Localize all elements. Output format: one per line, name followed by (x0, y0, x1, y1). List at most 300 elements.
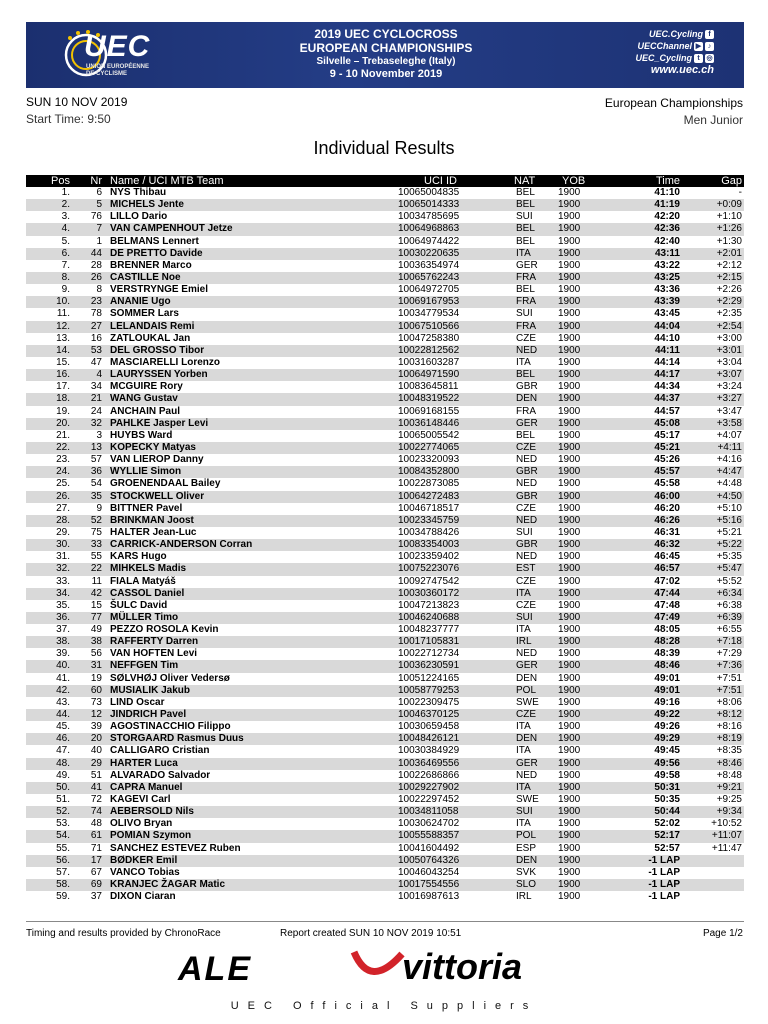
cell-gap: +5:35 (716, 551, 742, 563)
cell-time: 45:58 (654, 478, 680, 490)
table-row (26, 891, 744, 903)
cell-pos: 45. (56, 721, 70, 733)
cell-time: 42:40 (654, 235, 680, 247)
table-row (26, 563, 744, 575)
cell-gap: +2:54 (716, 320, 742, 332)
cell-pos: 39. (56, 648, 70, 660)
cell-yob: 1900 (558, 271, 581, 283)
cell-name: CASTILLE Noe (110, 271, 181, 283)
cell-time: 52:57 (654, 842, 680, 854)
cell-name: ZATLOUKAL Jan (110, 332, 191, 344)
cell-pos: 16. (56, 369, 70, 381)
cell-yob: 1900 (558, 636, 581, 648)
cell-gap: +1:10 (716, 211, 742, 223)
cell-pos: 12. (56, 320, 70, 332)
tiktok-icon: ♪ (705, 42, 714, 51)
cell-gap: +5:52 (716, 575, 742, 587)
cell-nat: FRA (516, 271, 536, 283)
vittoria-wordmark: vittoria (402, 946, 523, 987)
social-facebook[interactable] (574, 28, 714, 40)
cell-yob: 1900 (558, 356, 581, 368)
cell-time: 48:28 (654, 636, 680, 648)
cell-uci: 10047258380 (398, 332, 460, 344)
cell-name: DE PRETTO Davide (110, 247, 203, 259)
cell-nat: SUI (516, 611, 533, 623)
cell-time: 46:45 (654, 551, 680, 563)
cell-uci: 10064972705 (398, 284, 460, 296)
cell-name: NYS Thibau (110, 187, 167, 198)
cell-nr: 17 (90, 854, 102, 866)
cell-nat: ITA (516, 356, 531, 368)
cell-yob: 1900 (558, 526, 581, 538)
cell-nr: 5 (96, 199, 102, 211)
cell-yob: 1900 (558, 684, 581, 696)
cell-gap: +1:30 (716, 235, 742, 247)
cell-uci: 10046240688 (398, 611, 460, 623)
cell-yob: 1900 (558, 514, 581, 526)
cell-nat: FRA (516, 405, 536, 417)
cell-nat: CZE (516, 502, 536, 514)
col-gap: Gap (721, 175, 742, 187)
cell-pos: 23. (56, 454, 70, 466)
category: Men Junior (683, 113, 743, 127)
cell-uci: 10065005542 (398, 429, 460, 441)
cell-pos: 21. (56, 429, 70, 441)
social-youtube[interactable] (574, 40, 714, 52)
cell-uci: 10067510566 (398, 320, 460, 332)
cell-pos: 50. (56, 781, 70, 793)
cell-time: 44:11 (654, 344, 680, 356)
cell-name: BITTNER Pavel (110, 502, 183, 514)
cell-name: SOMMER Lars (110, 308, 179, 320)
table-row (26, 454, 744, 466)
table-row (26, 612, 744, 624)
cell-nat: SUI (516, 806, 533, 818)
social-twitter[interactable] (574, 52, 714, 64)
cell-uci: 10022297452 (398, 794, 460, 806)
cell-name: LELANDAIS Remi (110, 320, 195, 332)
cell-uci: 10034788426 (398, 526, 460, 538)
cell-yob: 1900 (558, 830, 581, 842)
cell-yob: 1900 (558, 296, 581, 308)
cell-nat: BEL (516, 235, 535, 247)
cell-nr: 60 (90, 684, 102, 696)
table-row (26, 199, 744, 211)
cell-nr: 33 (90, 539, 102, 551)
cell-nr: 44 (90, 247, 102, 259)
cell-gap: +9:34 (716, 806, 742, 818)
cell-pos: 43. (56, 696, 70, 708)
cell-time: 46:26 (654, 514, 680, 526)
cell-nr: 55 (90, 551, 102, 563)
cell-uci: 10064968863 (398, 223, 460, 235)
cell-name: HARTER Luca (110, 757, 178, 769)
table-row (26, 624, 744, 636)
cell-yob: 1900 (558, 611, 581, 623)
cell-yob: 1900 (558, 332, 581, 344)
cell-time: 46:31 (654, 526, 680, 538)
cell-nr: 20 (90, 733, 102, 745)
cell-pos: 26. (56, 490, 70, 502)
cell-nat: SUI (516, 308, 533, 320)
cell-gap: +6:39 (716, 611, 742, 623)
table-row (26, 673, 744, 685)
cell-nr: 28 (90, 259, 102, 271)
cell-uci: 10016987613 (398, 891, 460, 903)
cell-yob: 1900 (558, 781, 581, 793)
cell-nat: ESP (516, 842, 537, 854)
cell-nr: 12 (90, 709, 102, 721)
cell-uci: 10050764326 (398, 854, 460, 866)
table-row (26, 806, 744, 818)
cell-uci: 10022309475 (398, 696, 460, 708)
cell-nr: 8 (96, 284, 102, 296)
cell-time: 43:45 (654, 308, 680, 320)
cell-time: 49:58 (654, 769, 680, 781)
cell-time: 49:29 (654, 733, 680, 745)
social-twitter-label: UEC_Cycling (635, 53, 692, 63)
cell-uci: 10046043254 (398, 866, 460, 878)
cell-gap: +4:47 (716, 466, 742, 478)
cell-yob: 1900 (558, 199, 581, 211)
cell-nr: 26 (90, 271, 102, 283)
cell-yob: 1900 (558, 599, 581, 611)
cell-time: 50:35 (654, 794, 680, 806)
cell-yob: 1900 (558, 757, 581, 769)
table-row (26, 478, 744, 490)
cell-name: CALLIGARO Cristian (110, 745, 210, 757)
cell-nr: 57 (90, 454, 102, 466)
cell-time: 49:01 (654, 672, 680, 684)
cell-nat: ITA (516, 781, 531, 793)
cell-name: PEZZO ROSOLA Kevin (110, 624, 219, 636)
col-yob: YOB (562, 175, 586, 187)
cell-time: 52:17 (654, 830, 680, 842)
cell-yob: 1900 (558, 478, 581, 490)
cell-name: CARRICK-ANDERSON Corran (110, 539, 253, 551)
cell-gap: +5:22 (716, 539, 742, 551)
cell-nr: 24 (90, 405, 102, 417)
cell-time: 47:49 (654, 611, 680, 623)
cell-time: 45:08 (654, 417, 680, 429)
cell-nat: DEN (516, 393, 538, 405)
cell-gap: +4:11 (717, 441, 742, 453)
cell-gap: +8:16 (716, 721, 742, 733)
cell-yob: 1900 (558, 624, 581, 636)
table-body (26, 187, 744, 903)
cell-nr: 34 (90, 381, 102, 393)
cell-time: -1 LAP (648, 854, 680, 866)
table-row (26, 491, 744, 503)
cell-uci: 10055588357 (398, 830, 460, 842)
cell-pos: 44. (56, 709, 70, 721)
cell-pos: 32. (56, 563, 70, 575)
table-row (26, 733, 744, 745)
cell-nr: 76 (90, 211, 102, 223)
cell-name: LILLO Dario (110, 211, 168, 223)
cell-uci: 10041604492 (398, 842, 460, 854)
cell-uci: 10036230591 (398, 660, 460, 672)
cell-nr: 29 (90, 757, 102, 769)
cell-nat: SLO (516, 879, 537, 891)
cell-nat: CZE (516, 599, 536, 611)
cell-gap: +4:16 (716, 454, 742, 466)
cell-name: LIND Oscar (110, 696, 165, 708)
cell-nr: 47 (90, 356, 102, 368)
table-row (26, 709, 744, 721)
cell-yob: 1900 (558, 696, 581, 708)
banner-title (236, 27, 536, 81)
cell-uci: 10034811058 (398, 806, 459, 818)
cell-yob: 1900 (558, 320, 581, 332)
cell-pos: 6. (61, 247, 70, 259)
table-row (26, 855, 744, 867)
cell-yob: 1900 (558, 502, 581, 514)
cell-pos: 17. (56, 381, 70, 393)
cell-nat: ITA (516, 587, 531, 599)
cell-nr: 48 (90, 818, 102, 830)
cell-pos: 19. (56, 405, 70, 417)
cell-time: 44:17 (654, 369, 680, 381)
cell-name: MÜLLER Timo (110, 611, 179, 623)
cell-name: VAN CAMPENHOUT Jetze (110, 223, 233, 235)
cell-name: SØLVHØJ Oliver Vedersø (110, 672, 230, 684)
official-suppliers: UEC Official Suppliers (230, 1000, 538, 1012)
cell-uci: 10030384929 (398, 745, 460, 757)
cell-yob: 1900 (558, 369, 581, 381)
cell-gap: +1:26 (716, 223, 742, 235)
cell-uci: 10030220635 (398, 247, 460, 259)
cell-pos: 33. (56, 575, 70, 587)
table-row (26, 430, 744, 442)
cell-yob: 1900 (558, 672, 581, 684)
cell-uci: 10030659458 (398, 721, 460, 733)
cell-nat: GER (516, 417, 538, 429)
cell-gap: +8:19 (716, 733, 742, 745)
table-row (26, 697, 744, 709)
cell-time: 46:20 (654, 502, 680, 514)
cell-nr: 37 (90, 891, 102, 903)
cell-time: 44:10 (654, 332, 680, 344)
cell-yob: 1900 (558, 405, 581, 417)
cell-pos: 14. (56, 344, 70, 356)
cell-time: 41:19 (654, 199, 680, 211)
cell-uci: 10023320093 (398, 454, 460, 466)
cell-name: CAPRA Manuel (110, 781, 183, 793)
cell-yob: 1900 (558, 563, 581, 575)
cell-uci: 10047213823 (398, 599, 460, 611)
cell-name: KARS Hugo (110, 551, 167, 563)
logo-word: UEC (84, 30, 151, 63)
cell-gap: +7:18 (716, 636, 742, 648)
cell-name: MICHELS Jente (110, 199, 184, 211)
cell-name: WYLLIE Simon (110, 466, 182, 478)
cell-gap: +7:36 (716, 660, 742, 672)
event-name: European Championships (604, 96, 743, 110)
cell-gap: +3:47 (716, 405, 742, 417)
cell-gap: +3:24 (716, 381, 742, 393)
cell-uci: 10036354974 (398, 259, 460, 271)
cell-uci: 10075223076 (398, 563, 460, 575)
cell-nat: DEN (516, 733, 538, 745)
cell-time: 46:32 (654, 539, 680, 551)
table-row (26, 745, 744, 757)
cell-yob: 1900 (558, 587, 581, 599)
cell-uci: 10092747542 (398, 575, 460, 587)
cell-nat: SUI (516, 211, 533, 223)
cell-uci: 10048319522 (398, 393, 460, 405)
table-row (26, 648, 744, 660)
cell-uci: 10069167953 (398, 296, 460, 308)
cell-yob: 1900 (558, 818, 581, 830)
cell-time: 49:45 (654, 745, 680, 757)
cell-gap: +9:21 (716, 781, 742, 793)
cell-pos: 20. (56, 417, 70, 429)
cell-nat: ITA (516, 818, 531, 830)
table-row (26, 381, 744, 393)
cell-pos: 29. (56, 526, 70, 538)
cell-time: 45:17 (654, 429, 680, 441)
cell-nat: ITA (516, 745, 531, 757)
cell-name: MCGUIRE Rory (110, 381, 183, 393)
cell-pos: 49. (56, 769, 70, 781)
table-row (26, 503, 744, 515)
cell-uci: 10046718517 (398, 502, 460, 514)
cell-time: 43:25 (654, 271, 680, 283)
cell-nr: 7 (96, 223, 102, 235)
cell-yob: 1900 (558, 454, 581, 466)
cell-pos: 57. (56, 866, 70, 878)
cell-nat: POL (516, 684, 537, 696)
cell-pos: 4. (61, 223, 70, 235)
table-row (26, 418, 744, 430)
cell-nat: GBR (516, 490, 538, 502)
cell-name: ŠULC David (110, 599, 168, 611)
cell-time: 43:22 (654, 259, 680, 271)
cell-yob: 1900 (558, 381, 581, 393)
cell-name: WANG Gustav (110, 393, 178, 405)
cell-nr: 13 (90, 441, 102, 453)
cell-nr: 31 (90, 660, 102, 672)
cell-nat: CZE (516, 441, 536, 453)
cell-nr: 75 (90, 526, 102, 538)
cell-name: GROENENDAAL Bailey (110, 478, 221, 490)
cell-pos: 37. (56, 624, 70, 636)
cell-pos: 25. (56, 478, 70, 490)
cell-yob: 1900 (558, 344, 581, 356)
table-row (26, 685, 744, 697)
social-youtube-label: UECChannel (637, 41, 692, 51)
col-name: Name / UCI MTB Team (110, 175, 224, 187)
cell-name: KAGEVI Carl (110, 794, 171, 806)
cell-pos: 24. (56, 466, 70, 478)
cell-name: ANCHAIN Paul (110, 405, 181, 417)
cell-time: 47:44 (654, 587, 680, 599)
col-time: Time (655, 175, 680, 187)
page-number: Page 1/2 (702, 928, 743, 939)
footer-divider (26, 921, 744, 922)
table-row (26, 600, 744, 612)
website-link[interactable]: www.uec.ch (650, 64, 714, 76)
banner-title-line1: 2019 UEC CYCLOCROSS (314, 27, 458, 41)
cell-nr: 16 (90, 332, 102, 344)
cell-uci: 10023345759 (398, 514, 460, 526)
col-uci: UCI ID (424, 175, 457, 187)
cell-time: 44:34 (654, 381, 680, 393)
cell-gap: - (738, 187, 742, 198)
cell-nr: 53 (90, 344, 102, 356)
cell-gap: +8:48 (716, 769, 742, 781)
cell-pos: 55. (56, 842, 70, 854)
cell-uci: 10051224165 (398, 672, 460, 684)
cell-pos: 3. (61, 211, 70, 223)
table-row (26, 223, 744, 235)
ale-logo: ALE (178, 950, 252, 988)
cell-nr: 69 (90, 879, 102, 891)
cell-nr: 39 (90, 721, 102, 733)
cell-yob: 1900 (558, 259, 581, 271)
cell-nat: NED (516, 478, 538, 490)
cell-gap: +8:46 (716, 757, 742, 769)
cell-nat: IRL (516, 636, 532, 648)
cell-gap: +11:07 (711, 830, 742, 842)
cell-pos: 41. (56, 672, 70, 684)
cell-gap: +2:35 (716, 308, 742, 320)
table-header (26, 175, 744, 187)
cell-name: VANCO Tobias (110, 866, 180, 878)
table-row (26, 296, 744, 308)
table-row (26, 867, 744, 879)
cell-pos: 47. (56, 745, 70, 757)
cell-name: BRINKMAN Joost (110, 514, 194, 526)
cell-gap: +7:51 (716, 684, 742, 696)
table-row (26, 248, 744, 260)
cell-time: 50:44 (654, 806, 680, 818)
cell-time: 42:20 (654, 211, 680, 223)
cell-yob: 1900 (558, 854, 581, 866)
cell-gap: +7:29 (716, 648, 742, 660)
cell-time: 46:57 (654, 563, 680, 575)
cell-gap: +3:04 (716, 356, 742, 368)
table-row (26, 406, 744, 418)
cell-uci: 10064272483 (398, 490, 460, 502)
table-row (26, 187, 744, 199)
cell-pos: 52. (56, 806, 70, 818)
cell-nr: 61 (90, 830, 102, 842)
cell-uci: 10036148446 (398, 417, 460, 429)
cell-yob: 1900 (558, 891, 581, 903)
cell-yob: 1900 (558, 235, 581, 247)
cell-pos: 9. (61, 284, 70, 296)
cell-uci: 10029227902 (398, 781, 460, 793)
cell-nat: DEN (516, 854, 538, 866)
cell-uci: 10022812562 (398, 344, 460, 356)
cell-gap: +4:48 (716, 478, 742, 490)
cell-gap: +0:09 (716, 199, 742, 211)
cell-nr: 49 (90, 624, 102, 636)
cell-yob: 1900 (558, 733, 581, 745)
cell-yob: 1900 (558, 794, 581, 806)
cell-nr: 32 (90, 417, 102, 429)
table-row (26, 515, 744, 527)
cell-yob: 1900 (558, 187, 581, 198)
cell-nr: 15 (90, 599, 102, 611)
cell-nat: FRA (516, 296, 536, 308)
col-pos: Pos (51, 175, 70, 187)
cell-time: 41:10 (654, 187, 680, 198)
cell-name: CASSOL Daniel (110, 587, 185, 599)
table-row (26, 758, 744, 770)
